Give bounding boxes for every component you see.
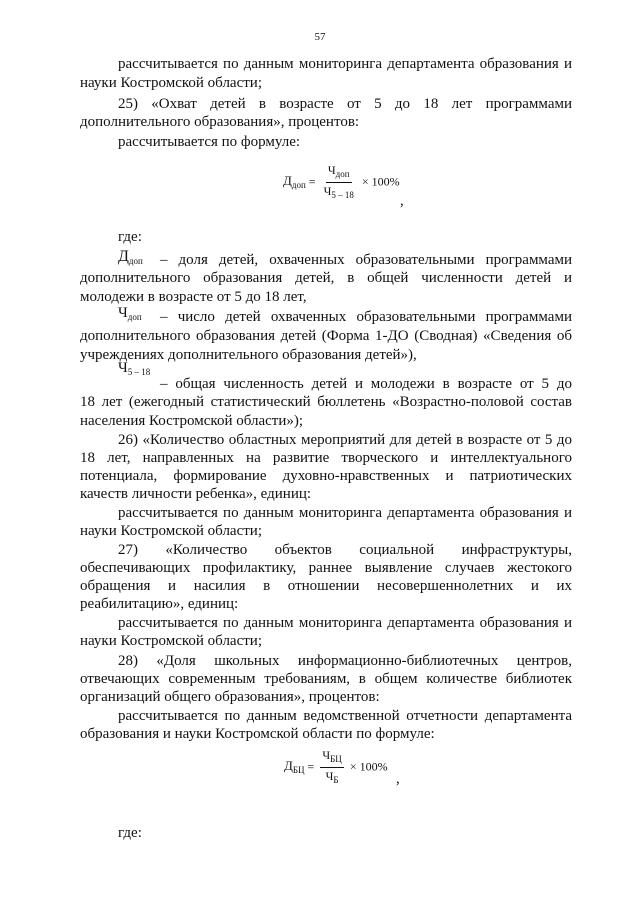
text-line: – число детей охваченных образовательными программами	[160, 309, 572, 325]
text-line: рассчитывается по данным мониторинга департамента образования и	[118, 56, 572, 72]
text-line: потенциала, формирование духовно-нравственных и патриотических	[80, 468, 572, 484]
text-line: 28) «Доля школьных информационно-библиотечных центров,	[118, 653, 572, 669]
text-line: науки Костромской области;	[80, 75, 262, 91]
formula-comma: ,	[400, 193, 404, 209]
text-line: образования и науки Костромской области по формуле:	[80, 726, 435, 742]
text-line: обеспечивающих профилактику, раннее выявление случаев жестокого	[80, 560, 572, 576]
text-line: учреждениях дополнительного образования детей»),	[80, 347, 417, 363]
text-line: – общая численность детей и молодежи в возрасте от 5 до	[160, 376, 572, 392]
text-line: где:	[118, 825, 142, 841]
text-line: качеств личности ребенка», единиц:	[80, 486, 312, 502]
text-line: рассчитывается по формуле:	[118, 134, 301, 150]
text-line: рассчитывается по данным ведомственной отчетности департамента	[118, 708, 572, 724]
formula-comma: ,	[396, 771, 400, 787]
formula-lhs: $Д_{БЦ}$	[284, 758, 305, 776]
text-line: дополнительного образования детей (Форма 1-ДО (Сводная) «Сведения об	[80, 328, 572, 344]
formula-fraction: $\frac{Ч_{БЦ}}{Ч_Б}$	[322, 748, 342, 785]
formula-tail: × 100%	[349, 759, 388, 774]
text-line: 18 лет, направленных на развитие творческого и интеллектуального	[80, 450, 572, 466]
text-line: отвечающих современным требованиям, в общем количестве библиотек	[80, 671, 572, 687]
text-line: где:	[118, 229, 142, 245]
text-line: дополнительного образования детей, в общей численности детей и	[80, 270, 572, 286]
text-line: организаций общего образования», процентов:	[80, 689, 380, 705]
text-line: науки Костромской области;	[80, 633, 262, 649]
formula-tail: × 100%	[361, 174, 400, 189]
text-line: науки Костромской области;	[80, 523, 262, 539]
text-line: 25) «Охват детей в возрасте от 5 до 18 лет программами	[118, 96, 572, 112]
formula-d-bc: $Д_{БЦ}$ = $\frac{Ч_{БЦ}}{Ч_Б}$ × 100%	[284, 748, 388, 785]
text-line: 18 лет (ежегодный статистический бюллетень «Возрастно-половой состав	[80, 394, 572, 410]
text-line: обращения и насилия в отношении несовершеннолетних и их	[80, 578, 572, 594]
page-number: 57	[314, 31, 326, 43]
text-line: реабилитацию», единиц:	[80, 596, 239, 612]
text-line: молодежи в возрасте от 5 до 18 лет,	[80, 289, 307, 305]
formula-d-dop: $Д_{доп}$ = $\frac{Ч_{доп}}{Ч_{5 - 18}}$ × 100%	[283, 163, 400, 200]
text-line: рассчитывается по данным мониторинга департамента образования и	[118, 505, 572, 521]
text-line: дополнительного образования», процентов:	[80, 114, 360, 130]
text-line: 26) «Количество областных мероприятий для детей в возрасте от 5 до	[118, 432, 572, 448]
symbol-ch-5-18: $Ч_{5 - 18}$	[118, 360, 151, 377]
text-line: населения Костромской области»);	[80, 413, 304, 429]
symbol-d-dop: $Д_{доп}$	[118, 248, 143, 266]
formula-fraction: $\frac{Ч_{доп}}{Ч_{5 - 18}}$	[323, 163, 354, 200]
text-line: рассчитывается по данным мониторинга департамента образования и	[118, 615, 572, 631]
formula-lhs: $Д_{доп}$	[283, 173, 306, 191]
symbol-ch-dop: $Ч_{доп}$	[118, 305, 142, 322]
text-line: 27) «Количество объектов социальной инфраструктуры,	[118, 542, 572, 558]
text-line: – доля детей, охваченных образовательными программами	[160, 252, 572, 268]
